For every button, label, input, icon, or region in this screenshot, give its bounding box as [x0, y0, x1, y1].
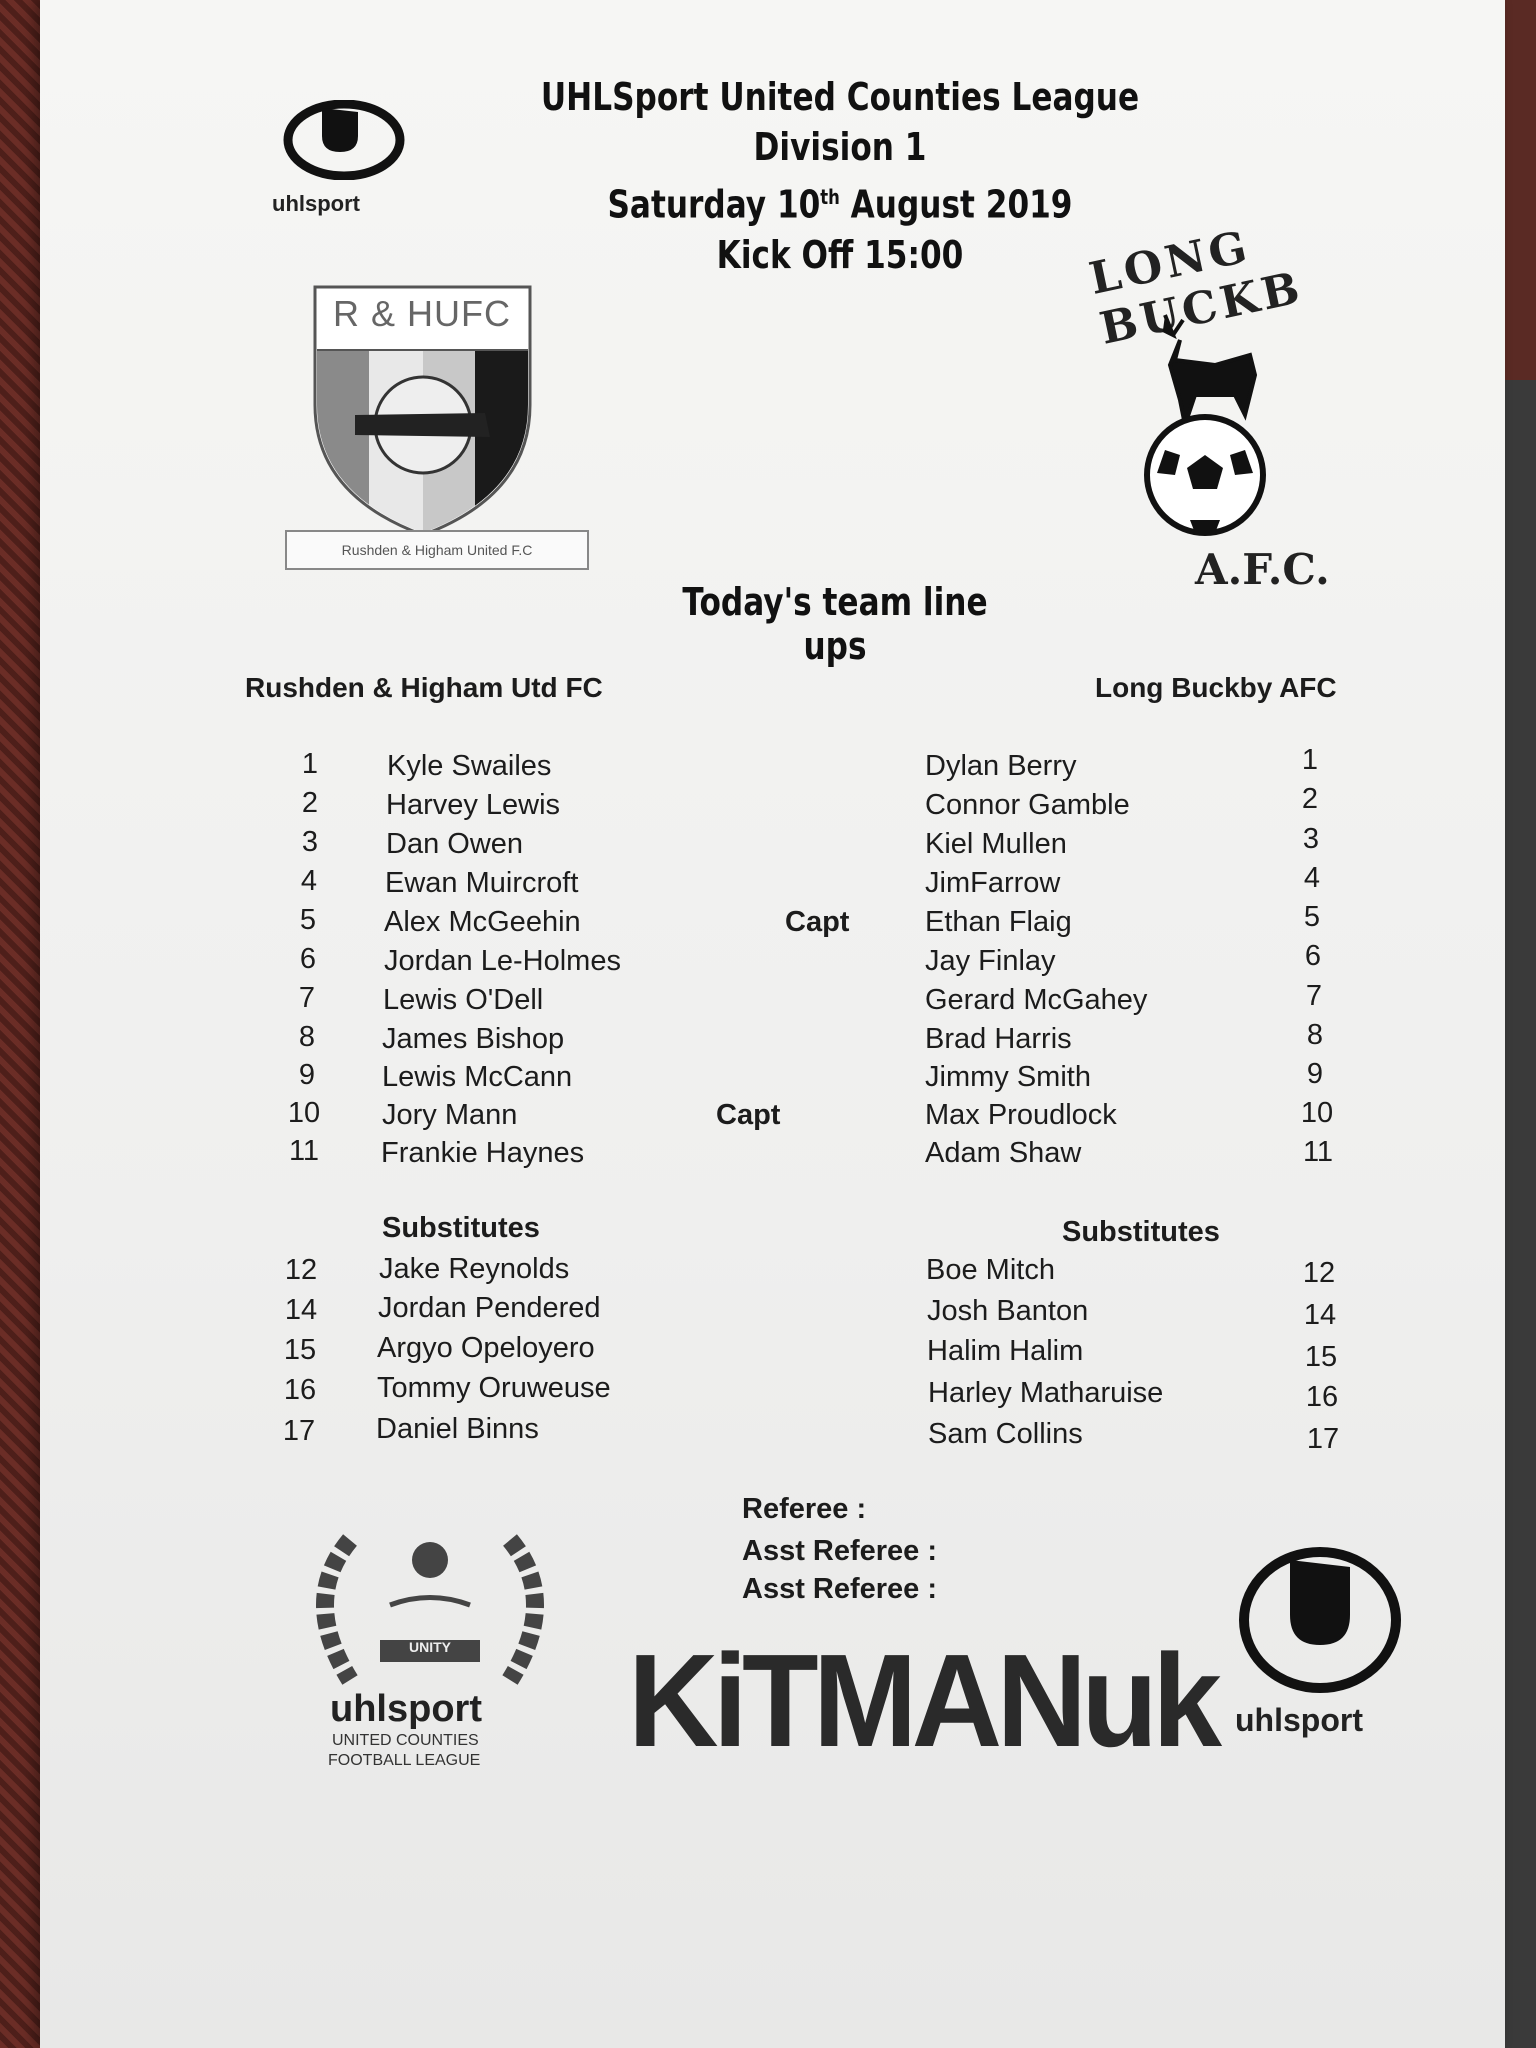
player-name: Jay Finlay	[925, 945, 1056, 977]
player-number: 10	[1300, 1097, 1334, 1129]
player-name: Gerard McGahey	[925, 984, 1148, 1016]
player-name: Harley Matharuise	[928, 1377, 1164, 1409]
player-name: Brad Harris	[925, 1023, 1072, 1055]
player-number: 9	[1306, 1058, 1324, 1090]
home-captain-marker: Capt	[716, 1099, 781, 1131]
player-name: Ethan Flaig	[925, 906, 1072, 938]
player-number: 4	[1303, 862, 1321, 894]
player-name: Dylan Berry	[925, 750, 1077, 782]
asst-referee-2-label: Asst Referee :	[742, 1573, 938, 1605]
player-name: Jordan Le-Holmes	[384, 945, 621, 977]
home-crest-ribbon: Rushden & Higham United F.C	[285, 530, 589, 570]
player-number: 4	[300, 865, 318, 897]
player-number: 15	[283, 1334, 317, 1366]
match-date: Saturday 10th August 2019	[607, 182, 1073, 227]
home-team-name: Rushden & Higham Utd FC	[245, 672, 603, 703]
player-number: 8	[298, 1021, 316, 1053]
player-number: 1	[301, 748, 319, 780]
player-number: 12	[284, 1254, 318, 1286]
player-number: 12	[1302, 1257, 1336, 1289]
league-line-1: UNITED COUNTIES	[332, 1732, 479, 1749]
player-name: Jake Reynolds	[379, 1253, 570, 1285]
kick-off: Kick Off 15:00	[716, 232, 964, 277]
player-number: 17	[1306, 1423, 1340, 1455]
laurel-wreath-icon	[280, 1520, 580, 1700]
player-number: 15	[1304, 1341, 1338, 1373]
player-name: Sam Collins	[928, 1418, 1083, 1450]
player-name: Dan Owen	[386, 828, 524, 860]
player-name: Halim Halim	[927, 1335, 1084, 1367]
player-name: JimFarrow	[925, 867, 1061, 899]
player-name: Frankie Haynes	[381, 1137, 585, 1169]
player-number: 2	[301, 787, 319, 819]
player-number: 10	[287, 1097, 321, 1129]
stag-on-ball-icon	[1125, 305, 1285, 545]
referee-label: Referee :	[742, 1493, 867, 1525]
player-number: 3	[301, 826, 319, 858]
player-name: Boe Mitch	[926, 1254, 1055, 1286]
league-logo	[280, 1520, 580, 1780]
player-number: 5	[1303, 901, 1321, 933]
player-number: 6	[1304, 940, 1322, 972]
player-number: 17	[282, 1415, 316, 1447]
player-number: 11	[288, 1135, 320, 1167]
player-number: 16	[1305, 1381, 1339, 1413]
player-name: Ewan Muircroft	[385, 867, 579, 899]
away-crest-afc: A.F.C.	[1195, 545, 1330, 594]
home-crest-initials: R & HUFC	[333, 293, 511, 334]
player-number: 16	[283, 1374, 317, 1406]
player-number: 9	[298, 1059, 316, 1091]
league-line-2: FOOTBALL LEAGUE	[328, 1752, 481, 1769]
away-subs-title: Substitutes	[1062, 1216, 1220, 1248]
uhlsport-logo-top	[272, 100, 422, 217]
uhlsport-mark-icon	[1235, 1545, 1405, 1695]
uhlsport-wordmark: uhlsport	[1235, 1702, 1363, 1738]
player-name: Alex McGeehin	[384, 906, 581, 938]
player-number: 3	[1302, 823, 1320, 855]
player-name: Josh Banton	[927, 1295, 1089, 1327]
away-captain-marker: Capt	[785, 906, 850, 938]
lineup-title: Today's team line ups	[682, 580, 988, 668]
player-name: Argyo Opeloyero	[377, 1332, 595, 1364]
player-number: 14	[284, 1294, 318, 1326]
player-name: Max Proudlock	[925, 1099, 1117, 1131]
player-number: 2	[1301, 783, 1319, 815]
asst-referee-1-label: Asst Referee :	[742, 1535, 938, 1567]
league-banner: UNITY	[409, 1639, 451, 1655]
player-name: Adam Shaw	[925, 1137, 1082, 1169]
player-number: 1	[1301, 744, 1319, 776]
home-crest	[245, 285, 645, 585]
player-name: Jimmy Smith	[925, 1061, 1091, 1093]
player-name: Lewis McCann	[382, 1061, 573, 1093]
league-brand: uhlsport	[330, 1688, 482, 1730]
uhlsport-wordmark: uhlsport	[272, 191, 360, 216]
player-name: Harvey Lewis	[386, 789, 561, 821]
home-subs-title: Substitutes	[382, 1212, 540, 1244]
player-number: 5	[299, 904, 317, 936]
away-crest-arc-text: LONG BUCKB	[1085, 221, 1308, 355]
sponsor-logo: KiTMANuk	[628, 1627, 1217, 1774]
team-sheet	[40, 0, 1505, 2048]
away-crest	[1045, 221, 1385, 595]
player-number: 6	[299, 943, 317, 975]
uhlsport-logo-bottom	[1235, 1545, 1415, 1739]
player-name: Kyle Swailes	[387, 750, 552, 782]
player-number: 14	[1303, 1299, 1337, 1331]
player-number: 7	[298, 982, 316, 1014]
player-number: 8	[1306, 1019, 1324, 1051]
player-number: 7	[1305, 980, 1323, 1012]
player-name: Kiel Mullen	[925, 828, 1067, 860]
uhlsport-mark-icon	[282, 100, 406, 180]
league-title: UHLSport United Counties League Division 1	[540, 75, 1140, 169]
player-name: Connor Gamble	[925, 789, 1130, 821]
player-name: Daniel Binns	[376, 1413, 539, 1445]
player-name: Tommy Oruweuse	[377, 1372, 611, 1404]
away-team-name: Long Buckby AFC	[1095, 672, 1337, 703]
player-name: Jordan Pendered	[378, 1292, 601, 1324]
player-name: Jory Mann	[382, 1099, 518, 1131]
player-number: 11	[1302, 1136, 1334, 1168]
player-name: Lewis O'Dell	[383, 984, 544, 1016]
player-name: James Bishop	[382, 1023, 565, 1055]
